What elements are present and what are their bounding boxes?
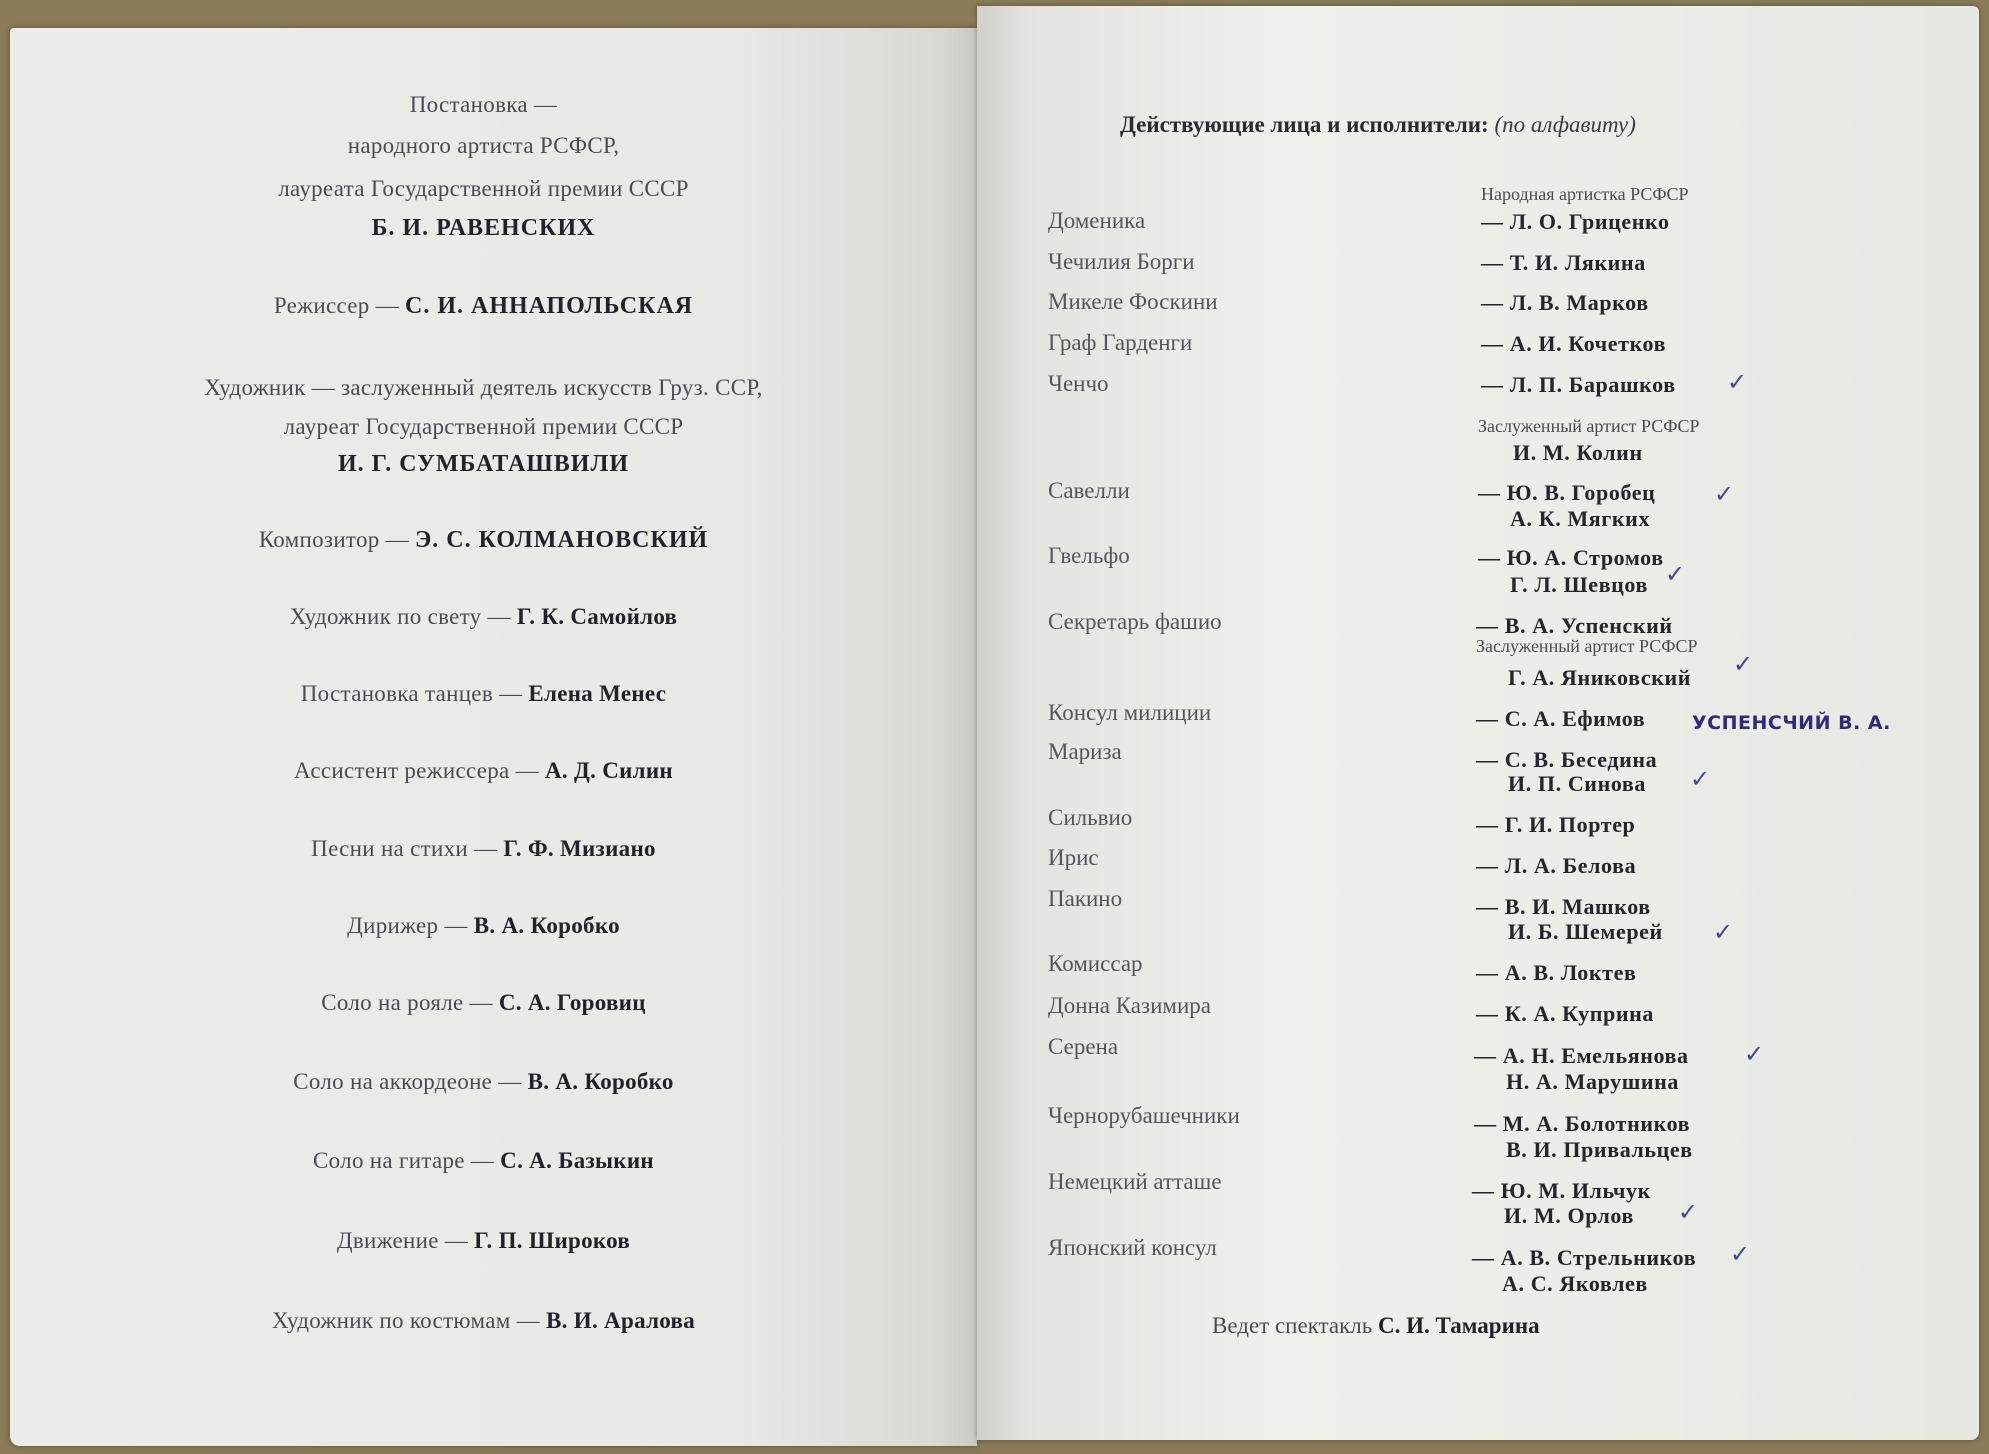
check-mark-icon: ✓ xyxy=(1713,918,1734,946)
role-name: Японский консул xyxy=(1048,1235,1217,1260)
role-name: Мариза xyxy=(1048,739,1122,764)
actor-name: — Ю. А. Стромов xyxy=(1478,545,1664,570)
actor-name: А. С. Яковлев xyxy=(1502,1271,1648,1296)
role-name: Савелли xyxy=(1048,478,1130,503)
actor-name: — С. В. Беседина xyxy=(1476,747,1658,772)
actor-name: Г. А. Яниковский xyxy=(1508,665,1692,690)
actor-name: Г. Л. Шевцов xyxy=(1510,572,1648,597)
role-name: Микеле Фоскини xyxy=(1048,289,1218,314)
role-name: Немецкий атташе xyxy=(1048,1169,1222,1194)
credit-accordion: Соло на аккордеоне — В. А. Коробко xyxy=(293,1069,674,1094)
credit-composer: Композитор — Э. С. КОЛМАНОВСКИЙ xyxy=(258,527,709,553)
cast-header: Действующие лица и исполнители: (по алфавиту) xyxy=(1120,112,1636,137)
credit-light: Художник по свету — Г. К. Самойлов xyxy=(289,604,678,629)
actor-title: Народная артистка РСФСР xyxy=(1481,184,1689,204)
role-name: Консул милиции xyxy=(1048,700,1212,725)
role-name: Граф Гарденги xyxy=(1048,330,1193,355)
check-mark-icon: ✓ xyxy=(1733,650,1754,678)
actor-name: — Ю. В. Горобец xyxy=(1478,480,1656,505)
credit-line: лауреата Государственной премии СССР xyxy=(278,176,689,201)
role-name: Комиссар xyxy=(1048,951,1143,976)
check-mark-icon: ✓ xyxy=(1730,1240,1751,1268)
actor-name: — В. И. Машков xyxy=(1476,894,1651,919)
role-name: Гвельфо xyxy=(1048,543,1130,568)
credit-conductor: Дирижер — В. А. Коробко xyxy=(347,913,620,938)
credit-line: лауреат Государственной премии СССР xyxy=(283,414,684,439)
actor-name: — Л. П. Барашков xyxy=(1481,372,1676,397)
credit-director: Режиссер — С. И. АННАПОЛЬСКАЯ xyxy=(273,293,694,319)
actor-name: — А. В. Локтев xyxy=(1476,960,1637,985)
actor-name: И. Б. Шемерей xyxy=(1508,919,1663,944)
role-name: Пакино xyxy=(1048,886,1123,911)
stamp-text: УСПЕНСЧИЙ В. А. xyxy=(1692,712,1891,734)
actor-name: — В. А. Успенский xyxy=(1476,613,1673,638)
credit-dance: Постановка танцев — Елена Менес xyxy=(300,681,667,706)
role-name: Ченчо xyxy=(1048,371,1109,396)
actor-title: Заслуженный артист РСФСР xyxy=(1476,636,1698,656)
credit-line: Постановка — xyxy=(409,92,558,117)
actor-name: Н. А. Марушина xyxy=(1506,1069,1680,1094)
credit-assistant: Ассистент режиссера — А. Д. Силин xyxy=(294,758,673,783)
actor-name: — Т. И. Лякина xyxy=(1481,250,1646,275)
credit-guitar: Соло на гитаре — С. А. Базыкин xyxy=(313,1148,654,1173)
stage-manager-line: Ведет спектакль С. И. Тамарина xyxy=(1212,1313,1540,1338)
check-mark-icon: ✓ xyxy=(1727,368,1748,396)
credit-piano: Соло на рояле — С. А. Горовиц xyxy=(321,990,646,1015)
credit-costumes: Художник по костюмам — В. И. Аралова xyxy=(271,1308,696,1333)
actor-name: — Л. В. Марков xyxy=(1481,290,1649,315)
role-name: Секретарь фашио xyxy=(1048,609,1222,634)
role-name: Сильвио xyxy=(1048,805,1133,830)
check-mark-icon: ✓ xyxy=(1714,480,1735,508)
credit-songs: Песни на стихи — Г. Ф. Мизиано xyxy=(311,836,656,861)
role-name: Чечилия Борги xyxy=(1048,249,1195,274)
actor-name: — А. И. Кочетков xyxy=(1481,331,1667,356)
actor-name: В. И. Привальцев xyxy=(1506,1137,1693,1162)
actor-name: — А. Н. Емельянова xyxy=(1474,1043,1689,1068)
actor-name: — Г. И. Портер xyxy=(1476,812,1636,837)
check-mark-icon: ✓ xyxy=(1744,1040,1765,1068)
credit-movement: Движение — Г. П. Широков xyxy=(336,1228,631,1253)
actor-name: И. П. Синова xyxy=(1508,771,1646,796)
credit-line: народного артиста РСФСР, xyxy=(347,133,620,158)
role-name: Доменика xyxy=(1048,208,1146,233)
check-mark-icon: ✓ xyxy=(1665,560,1686,588)
actor-name: — Л. А. Белова xyxy=(1476,853,1637,878)
check-mark-icon: ✓ xyxy=(1678,1198,1699,1226)
actor-name: И. М. Колин xyxy=(1513,440,1643,465)
actor-name: — К. А. Куприна xyxy=(1476,1001,1655,1026)
credit-director-name: Б. И. РАВЕНСКИХ xyxy=(371,215,596,241)
role-name: Ирис xyxy=(1048,845,1099,870)
credit-artist-name: И. Г. СУМБАТАШВИЛИ xyxy=(337,451,629,477)
role-name: Серена xyxy=(1048,1034,1119,1059)
actor-name: — Ю. М. Ильчук xyxy=(1472,1178,1651,1203)
actor-name: — А. В. Стрельников xyxy=(1472,1245,1697,1270)
actor-title: Заслуженный артист РСФСР xyxy=(1478,416,1700,436)
actor-name: И. М. Орлов xyxy=(1504,1203,1634,1228)
actor-name: — Л. О. Гриценко xyxy=(1481,209,1670,234)
actor-name: — С. А. Ефимов xyxy=(1476,706,1646,731)
actor-name: А. К. Мягких xyxy=(1510,506,1651,531)
role-name: Чернорубашечники xyxy=(1048,1103,1240,1128)
actor-name: — М. А. Болотников xyxy=(1474,1111,1691,1136)
role-name: Донна Казимира xyxy=(1048,993,1211,1018)
check-mark-icon: ✓ xyxy=(1690,765,1711,793)
credit-line: Художник — заслуженный деятель искусств Груз. ССР, xyxy=(204,375,763,400)
